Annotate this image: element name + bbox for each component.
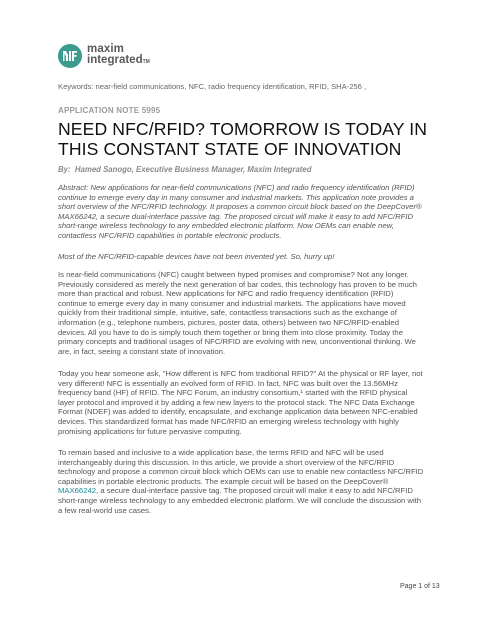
paragraph-line: more than practical and robust. New applications for NFC and radio frequency identification (RFID) xyxy=(58,289,394,299)
paragraph-line: continue to emerge every day in many consumer and industrial markets. The applications have moved xyxy=(58,298,406,308)
byline-author: Hamed Sanogo, Executive Business Manager, Maxim Integrated xyxy=(74,165,312,174)
paragraph-line: Format (NDEF) was added to identify, encapsulate, and exchange application data between NFC-enabled xyxy=(58,407,418,417)
paragraph-line: frequency band (HF) of RFID. The NFC Forum, an industry consortium,¹ started with the RFID physical xyxy=(58,388,408,398)
paragraph-line: are, in fact, seeing a constant state of innovation. xyxy=(58,346,226,356)
paragraph-line: promising applications for future pervasive computing. xyxy=(58,426,242,436)
application-note-label: APPLICATION NOTE 5995 xyxy=(58,106,161,115)
maxim-logo-icon xyxy=(58,44,82,68)
abstract-line: short-range wireless technology to any embedded electronic platform. Now OEMs can enable new, xyxy=(58,221,394,231)
abstract-line: Abstract: New applications for near-field communications (NFC) and radio frequency identification (RFID) xyxy=(58,183,415,192)
paragraph-line: capabilities in portable electronic products. The example circuit will be based on the DeepCover® xyxy=(58,476,389,486)
maxim-logo xyxy=(58,44,150,68)
abstract-line: contactless NFC/RFID capabilities in portable electronic products. xyxy=(58,230,282,240)
paragraph-3 xyxy=(58,448,448,515)
paragraph-1 xyxy=(58,270,448,356)
page-title xyxy=(58,119,448,159)
title-line: NEED NFC/RFID? TOMORROW IS TODAY IN xyxy=(58,119,428,139)
logo-word-maxim: maxim xyxy=(87,43,124,55)
abstract-line: short overview of the NFC/RFID technology. It proposes a common circuit block based on the DeepCover® xyxy=(58,202,422,212)
paragraph-line: layer protocol and improved it by adding a few new layers to the protocol stack. The NFC Data Exchange xyxy=(58,397,415,407)
byline xyxy=(58,165,312,174)
max66242-link[interactable]: MAX66242 xyxy=(58,486,97,496)
abstract-line: MAX66242, a secure dual-interface passive tag. The proposed circuit will make it easy to add NFC/RFID xyxy=(58,211,414,221)
paragraph-line: a few real-world use cases. xyxy=(58,505,152,515)
paragraph-line: To remain based and inclusive to a wide application base, the terms RFID and NFC will be used xyxy=(58,448,384,457)
paragraph-line: devices. All you have to do is simply touch them together or bring them into close proximity. Today the xyxy=(58,327,403,337)
page-number: Page 1 of 13 xyxy=(400,583,440,590)
paragraph-line: short-range wireless technology to any embedded electronic platform. We will conclude the discussion with xyxy=(58,495,422,505)
paragraph-line: information (e.g., telephone numbers, pictures, poster data, others) between two NFC/RFID-enabled xyxy=(58,317,399,327)
byline-prefix: By: xyxy=(58,165,71,174)
paragraph-line: primary concepts and traditional usages of NFC/RFID are evolving with new, unconventional thinking. We xyxy=(58,337,416,347)
paragraph-line: Is near-field communications (NFC) caught between hyped promises and compromise? Not any longer. xyxy=(58,270,409,279)
paragraph-line: Previously considered as merely the next generation of bar codes, this technology has proven to be much xyxy=(58,279,417,289)
paragraph-2 xyxy=(58,369,448,436)
paragraph-line-rest: , a secure dual-interface passive tag. The proposed circuit will make it easy to add NFC/RFID xyxy=(96,486,413,496)
keywords-line: Keywords: near-field communications, NFC, radio frequency identification, RFID, SHA-256 , xyxy=(58,82,367,91)
paragraph-line: quickly from their traditional simple, intuitive, safe, contactless transactions such as the exchange of xyxy=(58,308,397,318)
paragraph-line: very different! NFC is essentially an evolved form of RFID. In fact, NFC was built over the 13.56MHz xyxy=(58,378,398,388)
abstract xyxy=(58,183,448,241)
paragraph-line: devices. This standardized format has made NFC/RFID an emerging wireless technology with highly xyxy=(58,416,399,426)
abstract-line: continue to emerge every day in many consumer and industrial markets. This application note provides a xyxy=(58,192,414,202)
title-line: THIS CONSTANT STATE OF INNOVATION xyxy=(58,139,402,159)
logo-trademark: TM xyxy=(142,59,150,65)
paragraph-line: interchangeably during this discussion. In this article, we provide a short overview of the NFC/RFID xyxy=(58,457,395,467)
paragraph-line: technology and propose a common circuit block which OEMs can use to enable new contactless NFC/RFID xyxy=(58,467,424,477)
tagline: Most of the NFC/RFID-capable devices have not been invented yet. So, hurry up! xyxy=(58,252,335,261)
logo-word-integrated: integrated xyxy=(87,54,143,66)
paragraph-line xyxy=(58,486,448,496)
paragraph-line: Today you hear someone ask, "How different is NFC from traditional RFID?" At the physical or RF layer, not xyxy=(58,369,423,378)
